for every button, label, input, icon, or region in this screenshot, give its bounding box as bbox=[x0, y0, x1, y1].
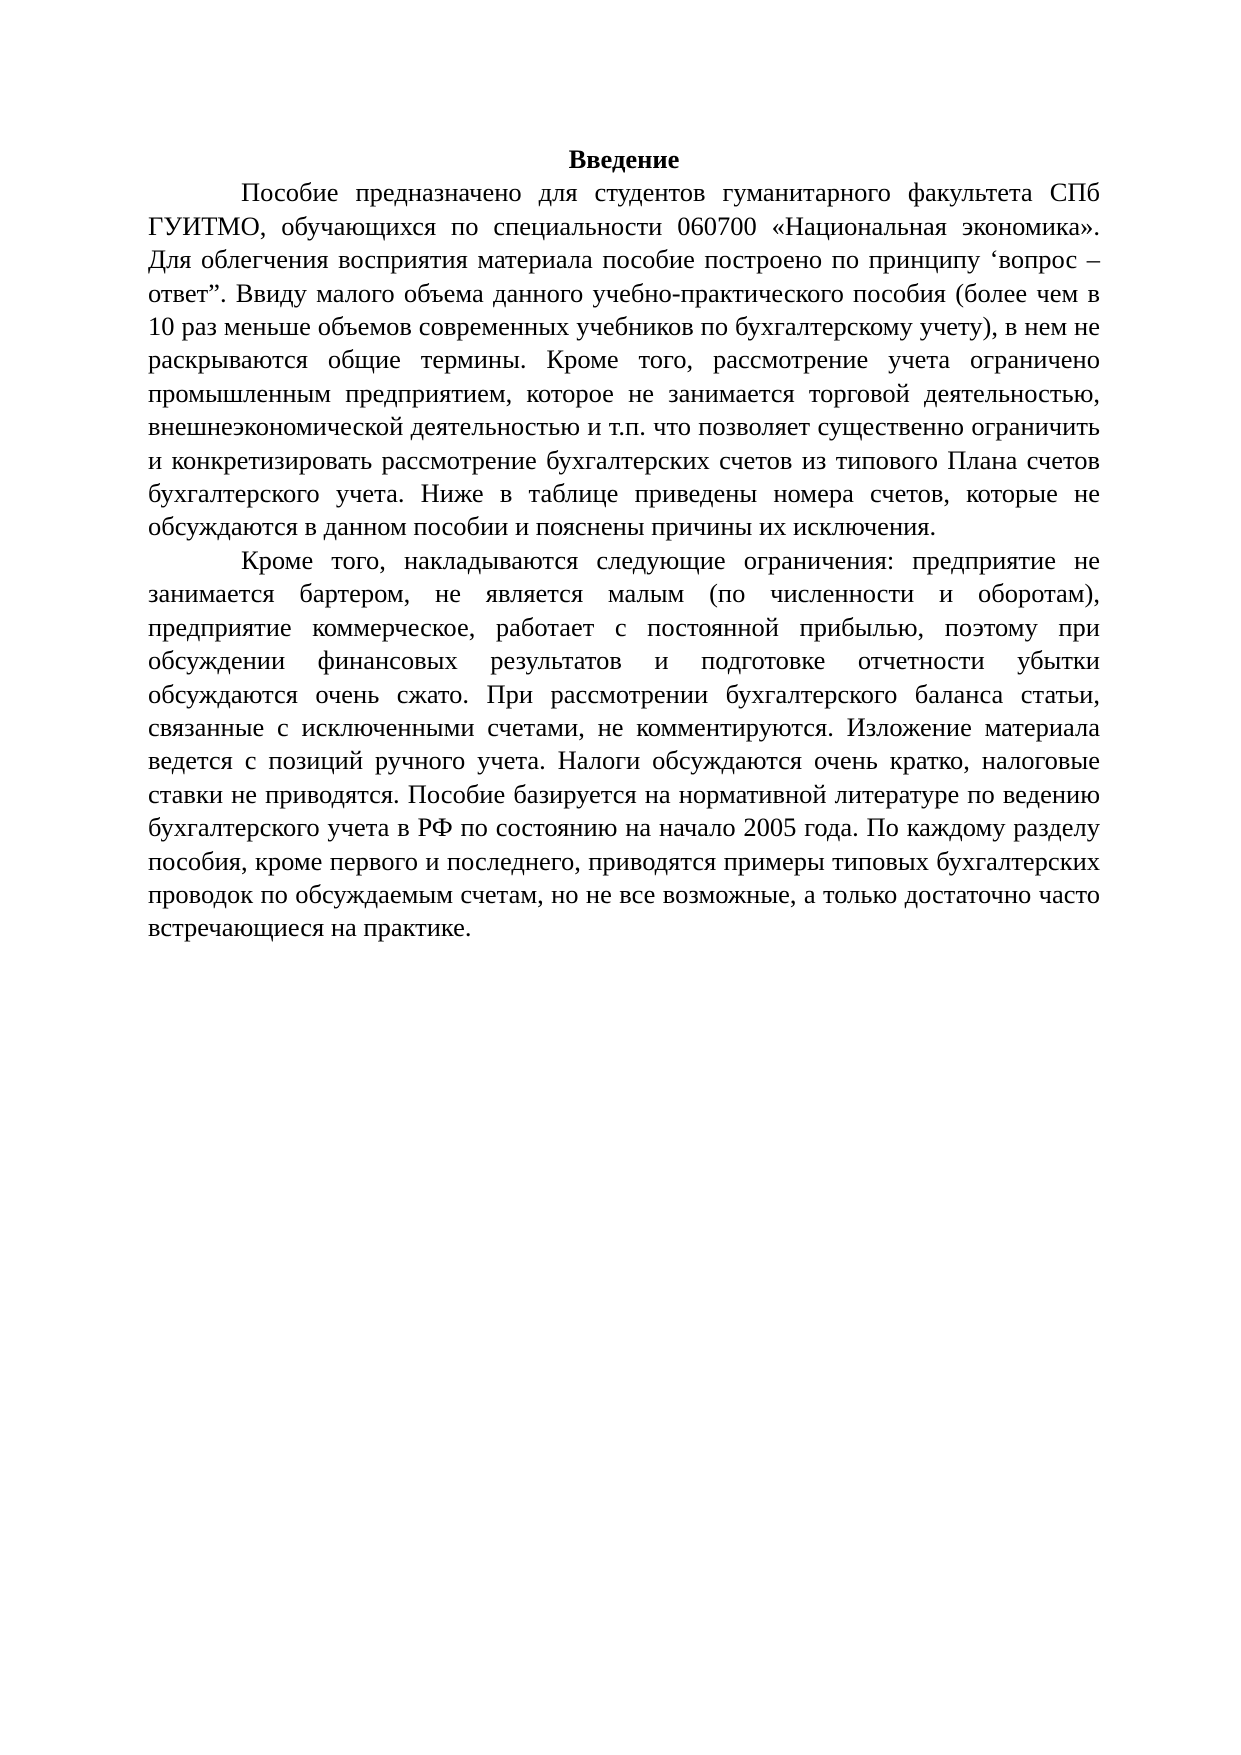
section-title: Введение bbox=[568, 144, 680, 174]
document-body bbox=[148, 143, 1100, 945]
paragraph-limitations: Кроме того, накладываются следующие ограничения: предприятие не занимается бартером, не является малым (по численности и оборотам), предприятие коммерческое, работает с постоянной прибылью, поэтому при обсуждении финансовых результатов и подготовке отчетности убытки обсуждаются очень сжато. При рассмотрении бухгалтерского баланса статьи, связанные с исключенными счетами, не комментируются. Изложение материала ведется с позиций ручного учета. Налоги обсуждаются очень кратко, налоговые ставки не приводятся. Пособие базируется на нормативной литературе по ведению бухгалтерского учета в РФ по состоянию на начало 2005 года. По каждому разделу пособия, кроме первого и последнего, приводятся примеры типовых бухгалтерских проводок по обсуждаемым счетам, но не все возможные, а только достаточно часто встречающиеся на практике. bbox=[148, 544, 1100, 943]
paragraph-intro: Пособие предназначено для студентов гуманитарного факультета СПб ГУИТМО, обучающихся по специальности 060700 «Национальная экономика». Для облегчения восприятия материала пособие построено по принципу ‘вопрос – ответ”. Ввиду малого объема данного учебно-практического пособия (более чем в 10 раз меньше объемов современных учебников по бухгалтерскому учету), в нем не раскрываются общие термины. Кроме того, рассмотрение учета ограничено промышленным предприятием, которое не занимается торговой деятельностью, внешнеэкономической деятельностью и т.п. что позволяет существенно ограничить и конкретизировать рассмотрение бухгалтерских счетов из типового Плана счетов бухгалтерского учета. Ниже в таблице приведены номера счетов, которые не обсуждаются в данном пособии и пояснены причины их исключения. bbox=[148, 177, 1100, 542]
